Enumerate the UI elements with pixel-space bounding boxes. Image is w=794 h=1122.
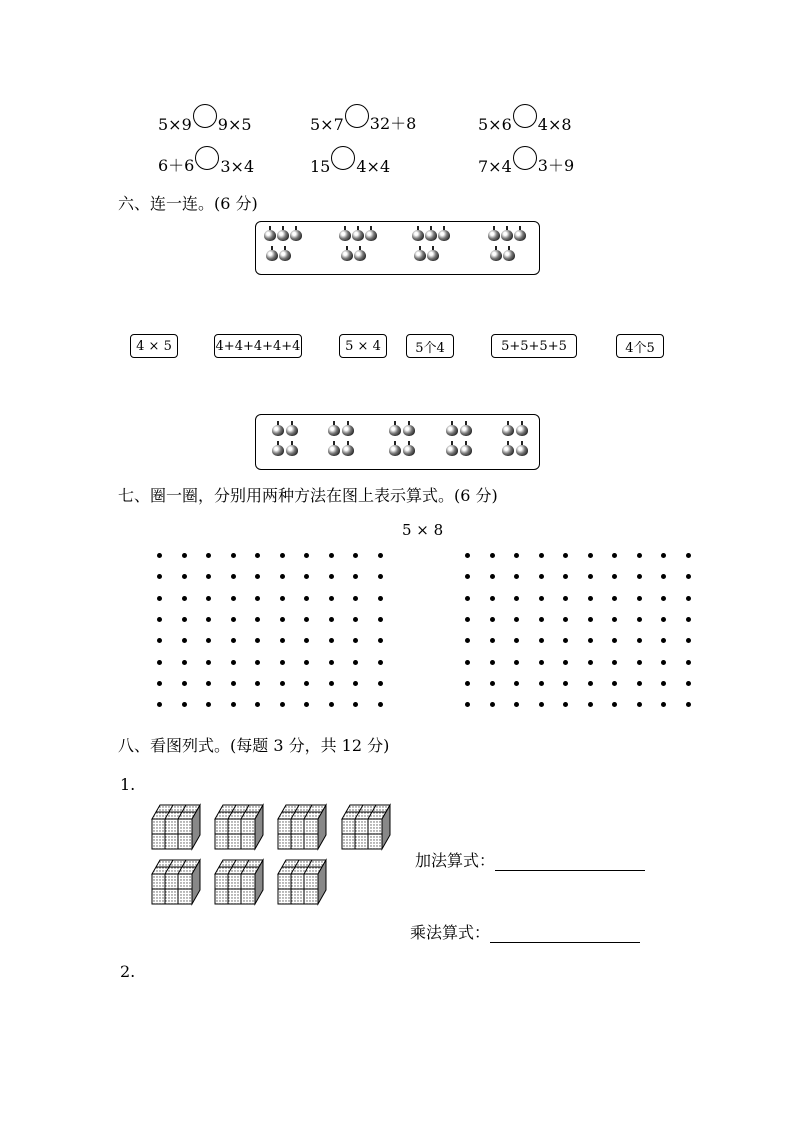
dot: [465, 638, 470, 643]
multiplication-label: 乘法算式：: [410, 923, 491, 942]
dot: [157, 553, 162, 558]
dot: [378, 660, 383, 665]
dot: [255, 617, 260, 622]
dot: [539, 638, 544, 643]
dot: [206, 681, 211, 686]
dot: [329, 553, 334, 558]
dot: [490, 553, 495, 558]
dot: [465, 553, 470, 558]
strawberry-icon: [490, 250, 502, 261]
dot: [465, 660, 470, 665]
addition-row: [415, 848, 645, 871]
dot: [686, 681, 691, 686]
dot: [686, 596, 691, 601]
dot: [378, 681, 383, 686]
dot: [612, 574, 617, 579]
dot: [612, 660, 617, 665]
dot: [661, 702, 666, 707]
strawberry-icon: [516, 445, 528, 456]
dot: [637, 553, 642, 558]
strawberry-icon: [279, 250, 291, 261]
strawberry-icon: [516, 425, 528, 436]
dot: [563, 553, 568, 558]
strawberry-icon: [460, 445, 472, 456]
dot: [206, 596, 211, 601]
dot: [539, 596, 544, 601]
dot: [231, 617, 236, 622]
card-4-plus-five-times[interactable]: 4+4+4+4+4: [214, 334, 302, 358]
compare-circle-blank[interactable]: [345, 104, 369, 128]
cube-block-icon: [213, 803, 265, 855]
dot: [206, 660, 211, 665]
strawberry-icon: [389, 445, 401, 456]
dot: [490, 638, 495, 643]
dot: [490, 702, 495, 707]
dot: [563, 702, 568, 707]
cube-block-icon: [213, 858, 265, 910]
compare-right: 9×5: [217, 115, 252, 134]
card-4-ge-5[interactable]: 4个5: [616, 334, 664, 358]
dot: [353, 553, 358, 558]
compare-item: [158, 146, 254, 176]
dot: [255, 681, 260, 686]
strawberry-icon: [286, 425, 298, 436]
dot: [206, 617, 211, 622]
compare-circle-blank[interactable]: [331, 146, 355, 170]
strawberry-icon: [272, 445, 284, 456]
dot: [329, 574, 334, 579]
strawberry-icon: [502, 425, 514, 436]
dot-grid-left[interactable]: [157, 553, 384, 708]
dot: [329, 681, 334, 686]
dot: [329, 638, 334, 643]
dot: [353, 596, 358, 601]
dot: [255, 574, 260, 579]
dot: [661, 638, 666, 643]
compare-left: 7×4: [478, 157, 512, 176]
dot: [206, 702, 211, 707]
dot: [490, 660, 495, 665]
section6-heading: 六、连一连。(6 分): [118, 194, 258, 213]
dot: [612, 681, 617, 686]
multiplication-answer-blank[interactable]: [490, 924, 640, 943]
dot: [255, 660, 260, 665]
dot: [539, 681, 544, 686]
dot: [255, 553, 260, 558]
dot: [280, 596, 285, 601]
dot: [329, 617, 334, 622]
dot: [157, 617, 162, 622]
dot: [588, 681, 593, 686]
dot: [182, 638, 187, 643]
dot: [157, 681, 162, 686]
dot: [304, 574, 309, 579]
dot: [329, 660, 334, 665]
dot: [514, 638, 519, 643]
compare-right: 3＋9: [537, 156, 575, 175]
dot: [353, 638, 358, 643]
dot: [280, 553, 285, 558]
dot: [304, 681, 309, 686]
dot: [514, 702, 519, 707]
card-5x4[interactable]: 5 × 4: [339, 334, 387, 358]
dot: [612, 702, 617, 707]
strawberry-icon: [354, 250, 366, 261]
cube-block-icon: [340, 803, 392, 855]
dot: [182, 596, 187, 601]
strawberry-icon: [403, 425, 415, 436]
dot: [588, 574, 593, 579]
dot: [588, 660, 593, 665]
strawberry-icon: [438, 230, 450, 241]
dot: [514, 660, 519, 665]
dot: [539, 617, 544, 622]
dot: [280, 681, 285, 686]
compare-left: 5×6: [478, 115, 512, 134]
dot: [514, 617, 519, 622]
strawberry-icon: [342, 445, 354, 456]
dot: [304, 617, 309, 622]
compare-circle-blank[interactable]: [195, 146, 219, 170]
dot: [157, 596, 162, 601]
dot: [182, 617, 187, 622]
dot: [465, 617, 470, 622]
dot: [661, 553, 666, 558]
dot: [304, 596, 309, 601]
dot: [514, 574, 519, 579]
dot: [182, 702, 187, 707]
dot: [612, 596, 617, 601]
dot: [588, 596, 593, 601]
dot: [255, 596, 260, 601]
dot: [206, 638, 211, 643]
cube-block-icon: [276, 858, 328, 910]
strawberry-icon: [425, 230, 437, 241]
strawberry-icon: [342, 425, 354, 436]
dot: [329, 596, 334, 601]
question2-number: 2.: [120, 962, 136, 981]
dot: [661, 596, 666, 601]
strawberry-icon: [503, 250, 515, 261]
strawberry-icon: [460, 425, 472, 436]
compare-left: 5×7: [310, 115, 344, 134]
dot: [661, 617, 666, 622]
dot: [490, 574, 495, 579]
dot: [588, 553, 593, 558]
card-5-plus-four-times[interactable]: 5+5+5+5: [491, 334, 577, 358]
dot: [157, 660, 162, 665]
dot: [539, 660, 544, 665]
dot: [465, 702, 470, 707]
strawberry-icon: [365, 230, 377, 241]
dot: [686, 617, 691, 622]
strawberry-icon: [403, 445, 415, 456]
dot: [661, 660, 666, 665]
dot: [588, 617, 593, 622]
strawberry-icon: [501, 230, 513, 241]
dot: [304, 638, 309, 643]
dot: [182, 553, 187, 558]
dot: [231, 553, 236, 558]
dot: [539, 574, 544, 579]
strawberry-icon: [328, 425, 340, 436]
strawberry-icon: [286, 445, 298, 456]
question1-number: 1.: [120, 775, 136, 794]
compare-item: [310, 146, 390, 176]
dot: [304, 553, 309, 558]
dot: [563, 617, 568, 622]
section7-heading: 七、圈一圈，分别用两种方法在图上表示算式。(6 分): [118, 486, 498, 505]
dot: [686, 638, 691, 643]
dot: [637, 574, 642, 579]
dot: [231, 702, 236, 707]
strawberry-icon: [290, 230, 302, 241]
strawberry-icon: [277, 230, 289, 241]
multiplication-row: [410, 920, 640, 943]
dot: [353, 574, 358, 579]
compare-left: 15: [310, 157, 331, 176]
dot: [231, 596, 236, 601]
strawberry-icon: [352, 230, 364, 241]
dot: [353, 681, 358, 686]
dot: [514, 681, 519, 686]
compare-right: 32＋8: [369, 114, 417, 133]
dot: [490, 681, 495, 686]
section8-heading: 八、看图列式。(每题 3 分，共 12 分): [118, 736, 390, 755]
dot: [563, 638, 568, 643]
dot: [255, 702, 260, 707]
card-4x5[interactable]: 4 × 5: [130, 334, 178, 358]
strawberry-icon: [266, 250, 278, 261]
dot: [661, 574, 666, 579]
dot: [637, 660, 642, 665]
dot: [157, 574, 162, 579]
strawberry-icon: [446, 445, 458, 456]
compare-circle-blank[interactable]: [193, 104, 217, 128]
dot: [182, 681, 187, 686]
dot: [157, 702, 162, 707]
compare-item: [158, 104, 252, 134]
dot: [465, 596, 470, 601]
dot: [637, 596, 642, 601]
dot: [378, 617, 383, 622]
strawberry-icon: [272, 425, 284, 436]
dot: [255, 638, 260, 643]
dot: [231, 660, 236, 665]
addition-label: 加法算式：: [415, 851, 496, 870]
strawberry-icon: [339, 230, 351, 241]
dot: [280, 617, 285, 622]
dot: [378, 596, 383, 601]
dot: [465, 574, 470, 579]
dot: [514, 596, 519, 601]
strawberry-icon: [514, 230, 526, 241]
card-5-ge-4[interactable]: 5个4: [406, 334, 454, 358]
dot: [157, 638, 162, 643]
dot: [563, 660, 568, 665]
dot: [206, 553, 211, 558]
strawberry-icon: [328, 445, 340, 456]
dot: [637, 617, 642, 622]
dot: [206, 574, 211, 579]
strawberry-icon: [389, 425, 401, 436]
dot: [563, 574, 568, 579]
strawberry-icon: [341, 250, 353, 261]
dot: [280, 574, 285, 579]
dot: [378, 553, 383, 558]
cube-block-icon: [276, 803, 328, 855]
dot: [612, 638, 617, 643]
compare-right: 3×4: [220, 157, 255, 176]
compare-left: 6＋6: [158, 156, 195, 175]
dot: [563, 681, 568, 686]
compare-right: 4×4: [356, 157, 391, 176]
compare-right: 4×8: [537, 115, 572, 134]
dot: [612, 553, 617, 558]
dot: [353, 702, 358, 707]
dot: [353, 660, 358, 665]
dot: [588, 702, 593, 707]
strawberry-icon: [414, 250, 426, 261]
dot: [378, 638, 383, 643]
strawberry-icon: [427, 250, 439, 261]
dot: [490, 617, 495, 622]
dot: [280, 638, 285, 643]
dot: [563, 596, 568, 601]
cube-block-icon: [150, 803, 202, 855]
strawberry-icon: [264, 230, 276, 241]
dot: [182, 574, 187, 579]
dot: [588, 638, 593, 643]
top-fruit-box: [255, 221, 540, 275]
dot: [378, 702, 383, 707]
dot: [612, 617, 617, 622]
strawberry-icon: [412, 230, 424, 241]
compare-circle-blank[interactable]: [513, 146, 537, 170]
dot: [661, 681, 666, 686]
dot: [637, 681, 642, 686]
dot: [686, 702, 691, 707]
dot: [231, 574, 236, 579]
compare-item: [478, 146, 574, 176]
addition-answer-blank[interactable]: [495, 852, 645, 871]
dot: [280, 660, 285, 665]
dot-grid-right[interactable]: [465, 553, 692, 708]
dot: [231, 681, 236, 686]
compare-item: [478, 104, 572, 134]
compare-item: [310, 104, 416, 134]
dot: [329, 702, 334, 707]
dot: [637, 702, 642, 707]
dot: [686, 660, 691, 665]
dot: [353, 617, 358, 622]
dot: [465, 681, 470, 686]
dot: [686, 574, 691, 579]
strawberry-icon: [502, 445, 514, 456]
strawberry-icon: [446, 425, 458, 436]
dot: [539, 702, 544, 707]
compare-circle-blank[interactable]: [513, 104, 537, 128]
expression-5x8: 5 × 8: [402, 521, 444, 539]
dot: [686, 553, 691, 558]
bottom-fruit-box: [255, 414, 540, 470]
dot: [539, 553, 544, 558]
dot: [304, 660, 309, 665]
dot: [514, 553, 519, 558]
dot: [378, 574, 383, 579]
cube-block-icon: [150, 858, 202, 910]
strawberry-icon: [488, 230, 500, 241]
dot: [637, 638, 642, 643]
dot: [182, 660, 187, 665]
compare-left: 5×9: [158, 115, 192, 134]
dot: [490, 596, 495, 601]
dot: [280, 702, 285, 707]
dot: [304, 702, 309, 707]
dot: [231, 638, 236, 643]
